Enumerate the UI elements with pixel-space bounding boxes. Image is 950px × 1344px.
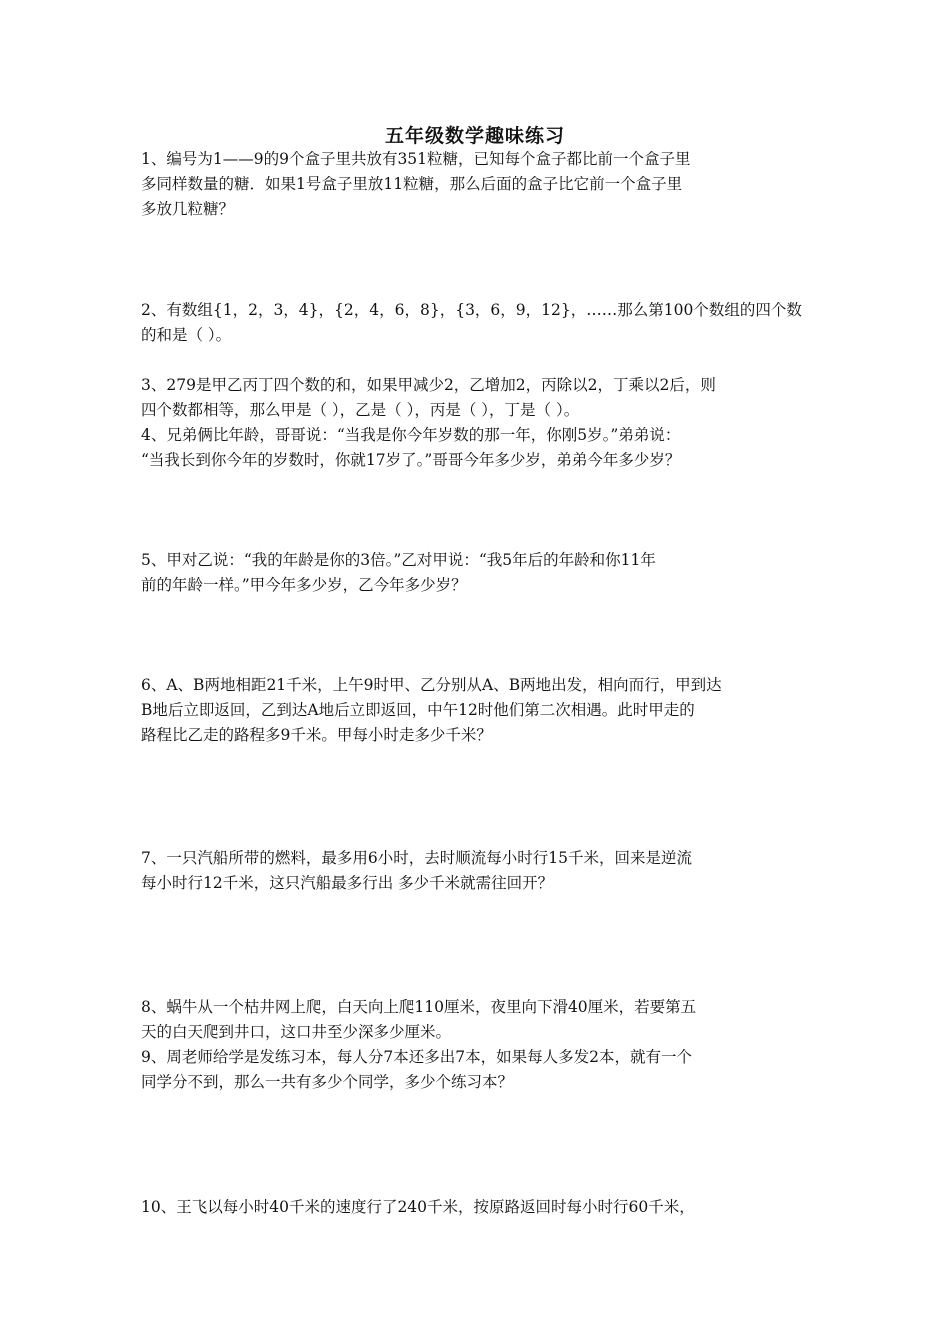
problem-line: 每小时行12千米，这只汽船最多行出 多少千米就需往回开？ — [141, 874, 554, 892]
problem-line: 的和是（ ）。 — [141, 326, 232, 344]
problem-7 — [141, 846, 831, 896]
problem-line: 多放几粒糖？ — [141, 200, 235, 218]
problem-line: 10、王飞以每小时40千米的速度行了240千米，按原路返回时每小时行60千米， — [141, 1198, 695, 1216]
problem-line: 同学分不到，那么一共有多少个同学，多少个练习本？ — [141, 1073, 514, 1091]
problem-line: 7、一只汽船所带的燃料，最多用6小时，去时顺流每小时行15千米，回来是逆流 — [141, 849, 692, 867]
problem-line: 9、周老师给学是发练习本，每人分7本还多出7本，如果每人多发2本，就有一个 — [141, 1048, 692, 1066]
problem-line: 天的白天爬到井口，这口井至少深多少厘米。 — [141, 1023, 452, 1041]
page-title: 五年级数学趣味练习 — [384, 125, 565, 147]
problem-line: 4、兄弟俩比年龄，哥哥说：“当我是你今年岁数的那一年，你刚5岁。”弟弟说： — [141, 426, 681, 444]
problem-4 — [141, 423, 831, 473]
problem-line: 路程比乙走的路程多9千米。甲每小时走多少千米？ — [141, 726, 492, 744]
problem-line: 5、甲对乙说：“我的年龄是你的3倍。”乙对甲说：“我5年后的年龄和你11年 — [141, 551, 656, 569]
problem-line: 前的年龄一样。”甲今年多少岁，乙今年多少岁？ — [141, 576, 467, 594]
problem-line: 6、A、B两地相距21千米，上午9时甲、乙分别从A、B两地出发，相向而行，甲到达 — [141, 676, 722, 694]
problem-line: 8、蜗牛从一个枯井网上爬，白天向上爬110厘米，夜里向下滑40厘米，若要第五 — [141, 998, 697, 1016]
problem-line: 2、有数组{1，2，3，4}，{2，4，6，8}，{3，6，9，12}，……那么第100个数组的四个数 — [141, 301, 802, 319]
problem-line: “当我长到你今年的岁数时，你就17岁了。”哥哥今年多少岁，弟弟今年多少岁？ — [141, 451, 681, 469]
problem-3 — [141, 373, 831, 423]
problem-2 — [141, 298, 831, 348]
problem-line: 3、279是甲乙丙丁四个数的和，如果甲减少2，乙增加2，丙除以2，丁乘以2后，则 — [141, 376, 716, 394]
problem-line: 多同样数量的糖．如果1号盒子里放11粒糖，那么后面的盒子比它前一个盒子里 — [141, 175, 683, 193]
problem-8 — [141, 995, 831, 1045]
problem-10 — [141, 1195, 831, 1220]
problem-6 — [141, 673, 831, 748]
problem-5 — [141, 548, 831, 598]
problem-line: 1、编号为1——9的9个盒子里共放有351粒糖，已知每个盒子都比前一个盒子里 — [141, 150, 691, 168]
problem-1 — [141, 147, 831, 222]
problem-9 — [141, 1045, 831, 1095]
problem-line: B地后立即返回，乙到达A地后立即返回，中午12时他们第二次相遇。此时甲走的 — [141, 701, 695, 719]
problem-line: 四个数都相等，那么甲是（ ），乙是（ ），丙是（ ），丁是（ ）。 — [141, 401, 580, 419]
